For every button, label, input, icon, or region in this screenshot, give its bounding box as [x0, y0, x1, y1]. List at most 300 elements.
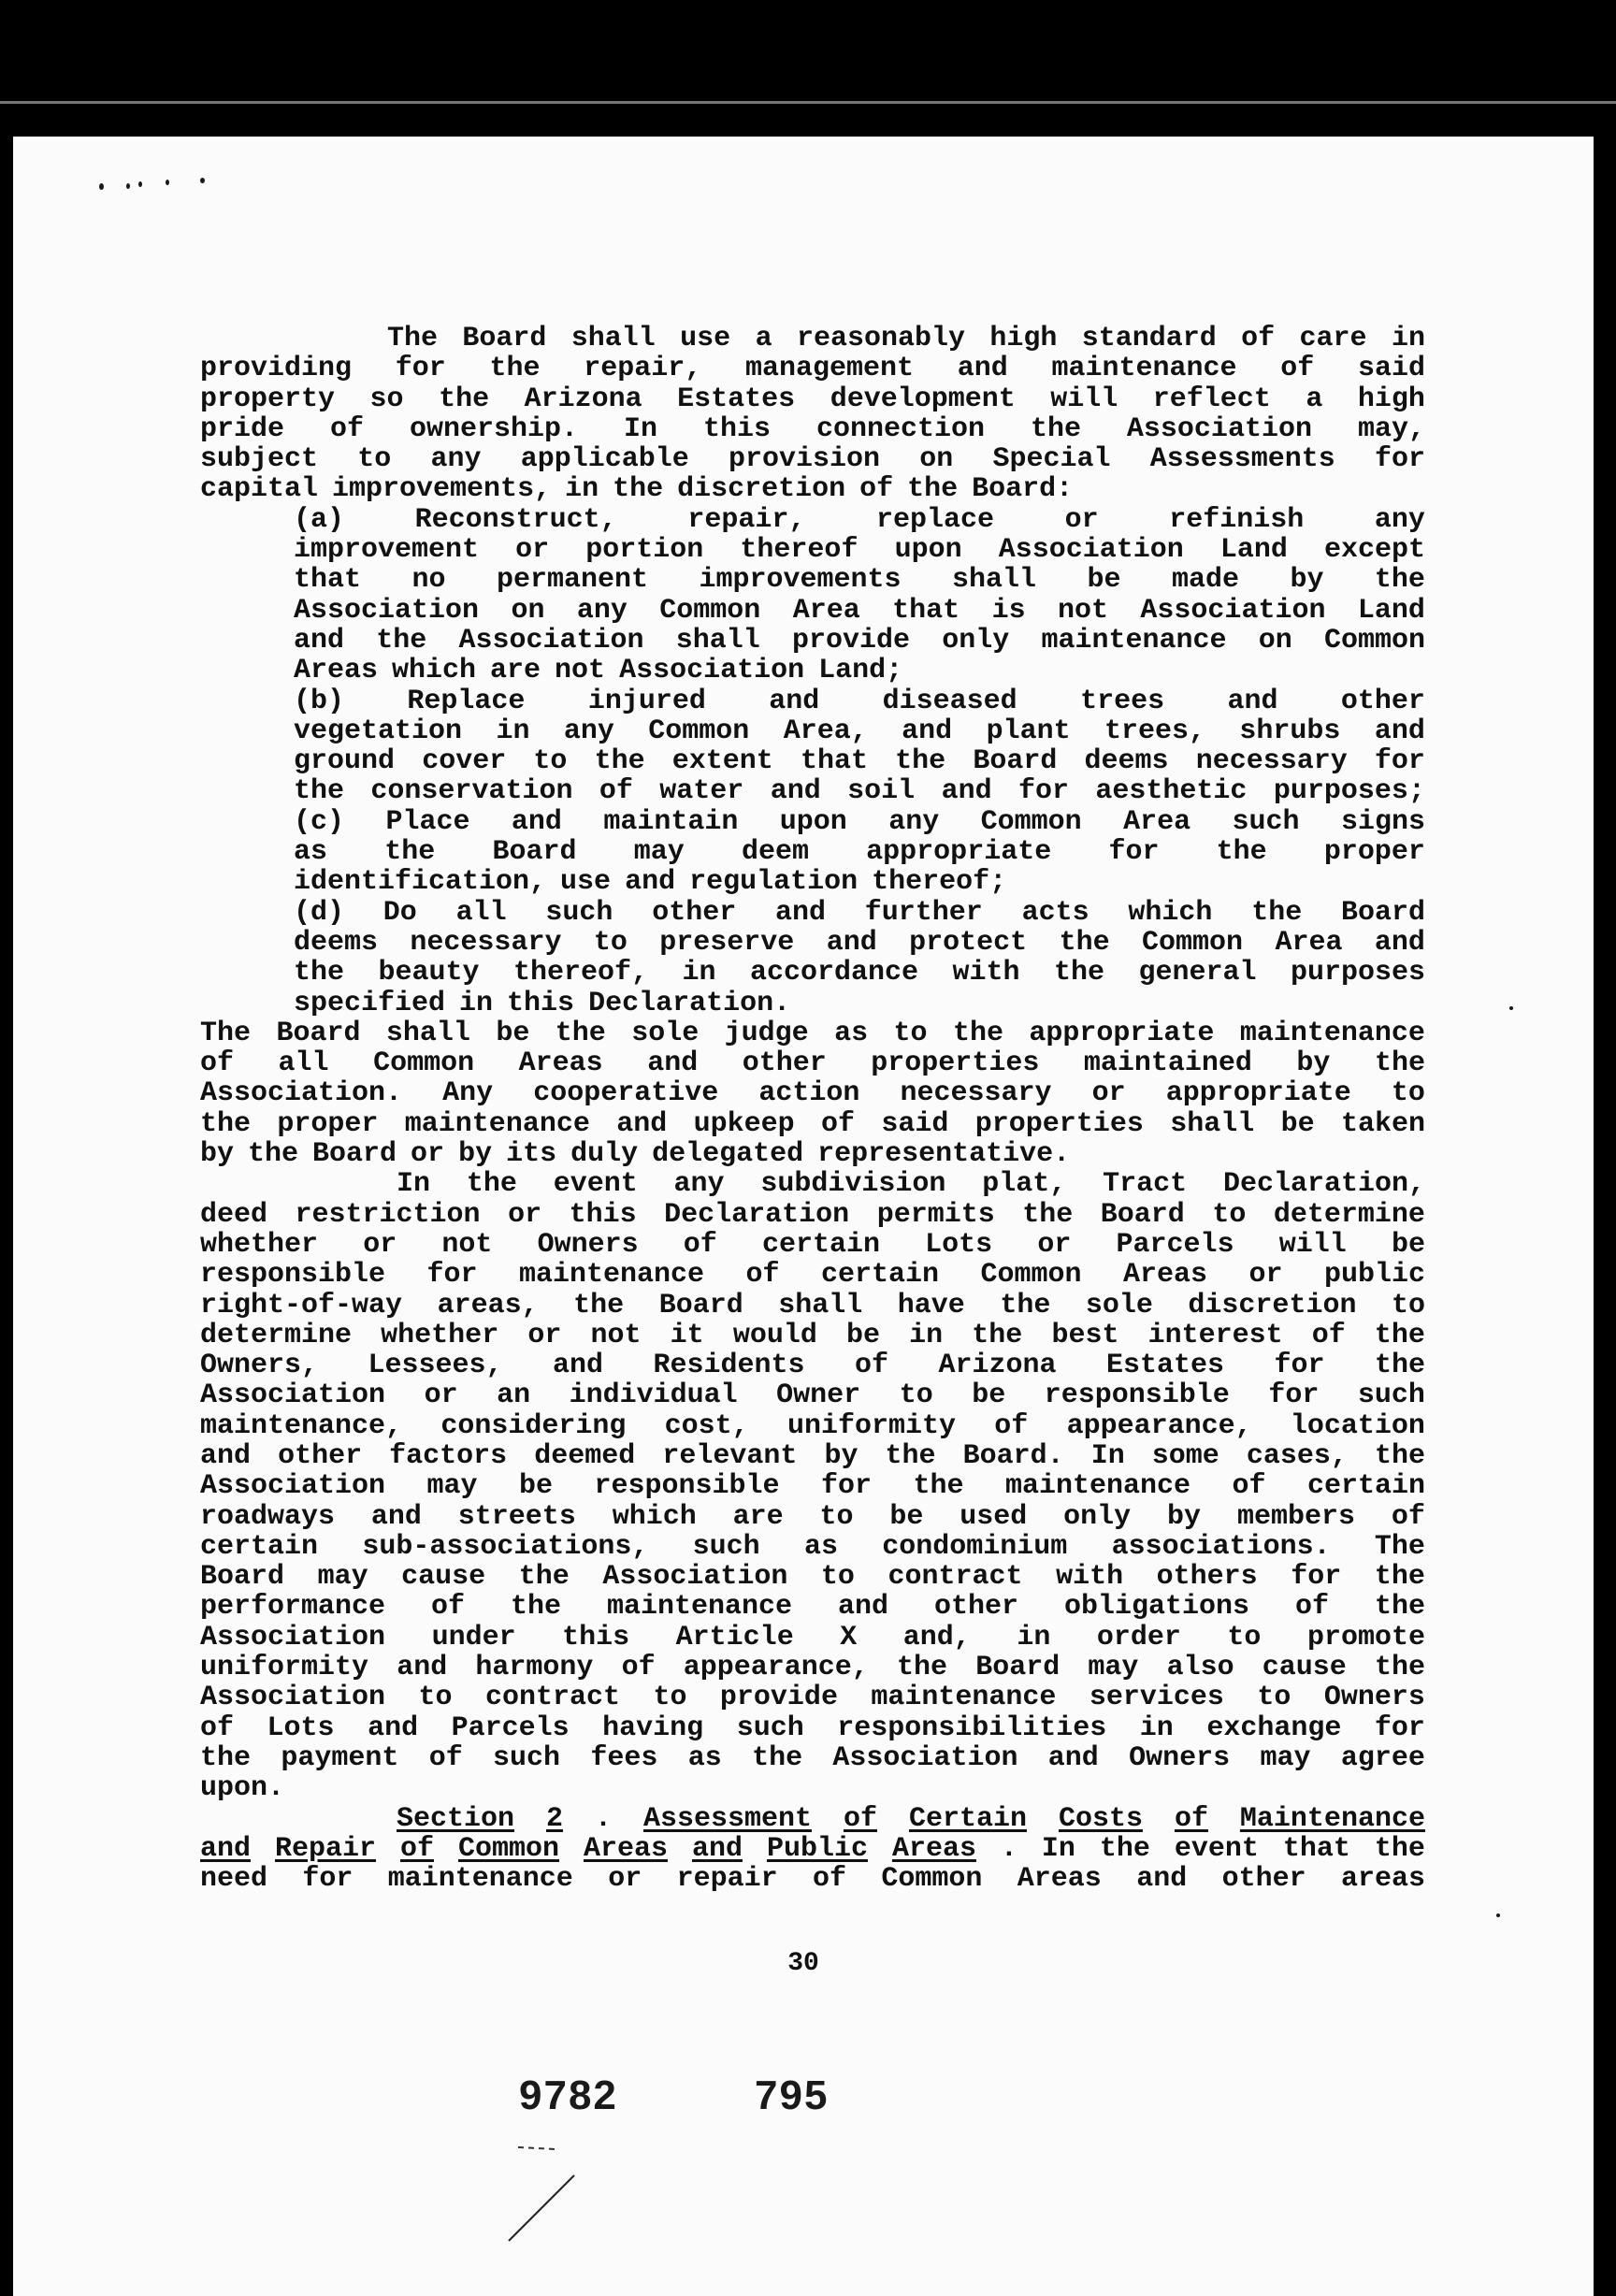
word: . — [594, 1802, 612, 1835]
word: proper — [1323, 836, 1425, 869]
word: shall — [675, 624, 760, 657]
word: and — [1136, 1863, 1188, 1896]
word: the — [489, 353, 541, 385]
word: permits — [876, 1198, 995, 1231]
word: purposes; — [1273, 775, 1425, 808]
word: responsible — [200, 1259, 386, 1292]
word: Association — [458, 624, 644, 657]
word: all — [278, 1047, 329, 1080]
word: purposes — [1290, 957, 1425, 989]
word: to — [653, 1682, 687, 1714]
word: for — [1291, 1561, 1342, 1594]
word: protect — [909, 926, 1028, 959]
text-line — [200, 1562, 1425, 1592]
word: trees, — [1104, 715, 1206, 747]
text-line — [200, 989, 1425, 1018]
word: Owners — [1323, 1682, 1425, 1714]
word: of — [1280, 353, 1315, 385]
word: necessary — [410, 926, 562, 959]
word: a — [755, 323, 772, 354]
word: Area, — [783, 715, 868, 747]
word: Arizona — [524, 383, 642, 415]
word: aesthetic — [1095, 775, 1248, 808]
word: maintenance, — [200, 1409, 403, 1442]
word: repair, — [584, 353, 702, 385]
text-line — [200, 746, 1425, 776]
word: Assessment — [642, 1802, 812, 1835]
word: the — [294, 957, 345, 989]
word: and — [1227, 685, 1278, 717]
word: for — [1108, 836, 1160, 869]
word: as — [834, 1017, 869, 1049]
word: best — [1051, 1319, 1119, 1351]
word: no — [411, 564, 446, 597]
word: of — [599, 775, 633, 808]
text-line — [200, 1864, 1425, 1894]
text-line — [200, 354, 1425, 383]
word: taken — [1340, 1107, 1425, 1140]
word: or — [527, 1319, 562, 1351]
word: to — [593, 926, 628, 959]
word: that — [892, 594, 960, 627]
word: said — [881, 1107, 949, 1140]
word: the — [573, 1289, 625, 1321]
text-line — [200, 1169, 1425, 1199]
word: thereof, — [512, 957, 649, 989]
word: high — [989, 323, 1058, 354]
word: Land — [1219, 534, 1288, 567]
word: other — [742, 1047, 827, 1080]
word: plat, — [982, 1168, 1067, 1201]
word: for — [821, 1470, 873, 1503]
word: is — [991, 594, 1026, 627]
word: cost, — [664, 1409, 749, 1442]
word: appropriate — [1029, 1017, 1215, 1049]
word: and — [294, 624, 345, 657]
word: this — [562, 1621, 630, 1653]
word: deed — [200, 1198, 268, 1231]
word: certain — [1306, 1470, 1425, 1503]
word: permanent — [496, 564, 648, 597]
word: appropriate — [1165, 1077, 1351, 1110]
word: may — [426, 1470, 478, 1503]
word: the — [466, 1168, 517, 1201]
word: of — [1232, 1470, 1266, 1503]
word: also — [1166, 1652, 1234, 1684]
word: not — [441, 1228, 493, 1261]
word: and — [691, 1832, 743, 1865]
word: Common — [373, 1047, 475, 1080]
word: the — [897, 1652, 948, 1684]
word: event — [553, 1168, 638, 1201]
word: to — [1227, 1621, 1262, 1653]
word: and — [647, 1047, 699, 1080]
word: the — [1374, 1832, 1425, 1865]
word: appropriate — [866, 836, 1052, 869]
word: other — [1340, 685, 1425, 717]
word: provision — [728, 443, 880, 476]
scan-speck — [126, 183, 130, 189]
word: appearance, — [683, 1652, 869, 1684]
word: or — [363, 1228, 397, 1261]
word: of — [843, 1802, 877, 1835]
word: and — [1047, 1741, 1099, 1774]
word: fees — [590, 1741, 658, 1774]
word: Common — [881, 1863, 983, 1896]
word: Areas — [1123, 1259, 1208, 1292]
word: the — [200, 1107, 252, 1140]
word: use — [680, 323, 731, 354]
word: other — [278, 1439, 363, 1472]
text-line — [200, 1743, 1425, 1773]
word: as — [687, 1741, 722, 1774]
text-line — [200, 1350, 1425, 1380]
word: are — [490, 655, 541, 687]
word: cover — [422, 745, 507, 778]
word: Association — [1126, 412, 1312, 445]
word: Owner — [776, 1379, 861, 1412]
word: the — [294, 775, 345, 808]
word: the — [439, 383, 490, 415]
word: the — [885, 1439, 936, 1472]
word: and — [902, 715, 953, 747]
word: accordance — [749, 957, 918, 989]
word: the — [376, 624, 427, 657]
word: payment — [281, 1741, 399, 1774]
word: to — [819, 1500, 854, 1533]
word: Association — [602, 1561, 788, 1594]
word: relevant — [662, 1439, 798, 1472]
word: or — [1037, 1228, 1072, 1261]
word: Common — [659, 594, 761, 627]
word: properties — [871, 1047, 1040, 1080]
word: replace — [875, 503, 994, 536]
word: Association — [200, 1682, 386, 1714]
word: interest — [1147, 1319, 1283, 1351]
word: preserve — [659, 926, 795, 959]
word: provide — [719, 1682, 838, 1714]
word: location — [1290, 1409, 1425, 1442]
word: improvement — [294, 534, 480, 567]
word: Areas — [1017, 1863, 1102, 1896]
word: Article — [675, 1621, 794, 1653]
word: In — [397, 1168, 431, 1201]
word: use — [560, 866, 612, 899]
text-line — [200, 837, 1425, 867]
text-line — [200, 565, 1425, 595]
word: Tract — [1103, 1168, 1188, 1201]
word: be — [1087, 564, 1121, 597]
text-line — [200, 1230, 1425, 1260]
word: such — [1232, 805, 1300, 838]
word: and — [774, 896, 826, 929]
word: Declaration. — [588, 987, 791, 1019]
word: maintenance — [1041, 624, 1227, 657]
word: of — [399, 1832, 434, 1865]
word: and — [625, 866, 676, 899]
word: determine — [200, 1319, 353, 1351]
word: care — [1299, 323, 1367, 354]
word: to — [893, 1017, 928, 1049]
word: duly — [570, 1138, 639, 1171]
word: Association — [1140, 594, 1326, 627]
word: performance — [200, 1591, 386, 1624]
word: said — [1357, 353, 1425, 385]
word: with — [1056, 1561, 1124, 1594]
word: Owners — [1129, 1741, 1231, 1774]
pen-stroke-mark — [499, 2138, 612, 2250]
word: that — [294, 564, 362, 597]
word: be — [972, 1379, 1006, 1412]
word: Costs — [1058, 1802, 1143, 1835]
word: management — [744, 353, 914, 385]
recording-stamp-book: 9782 — [519, 2072, 618, 2118]
word: on — [919, 443, 954, 476]
word: Lots — [267, 1711, 335, 1744]
word: the — [1374, 564, 1425, 597]
word: sub-associations, — [362, 1530, 649, 1563]
word: by — [1290, 564, 1324, 597]
scan-speck — [166, 180, 169, 185]
word: of — [683, 1228, 717, 1261]
word: the — [594, 745, 645, 778]
word: and — [553, 1350, 604, 1382]
word: diseased — [882, 685, 1017, 717]
text-line — [200, 1441, 1425, 1471]
word: upkeep — [693, 1107, 795, 1140]
word: are — [732, 1500, 784, 1533]
word: Board — [312, 1138, 397, 1171]
text-line — [200, 1804, 1425, 1834]
word: not — [1058, 594, 1109, 627]
word: reflect — [1152, 383, 1271, 415]
word: Common — [1323, 624, 1425, 657]
word: of — [200, 1047, 235, 1080]
text-line — [200, 1411, 1425, 1441]
word: by — [1296, 1047, 1331, 1080]
word: Repair — [274, 1832, 377, 1865]
word: may — [317, 1561, 368, 1594]
word: Common — [1142, 926, 1244, 959]
word: for — [395, 353, 446, 385]
word: the — [1022, 1198, 1074, 1231]
word: shall — [385, 1017, 470, 1049]
scan-speck — [138, 181, 142, 187]
word: standard — [1081, 323, 1217, 354]
word: the — [248, 1138, 299, 1171]
word: maintenance — [387, 1863, 573, 1896]
word: by — [200, 1138, 235, 1171]
word: upon — [779, 805, 847, 838]
word: further — [864, 896, 983, 929]
word: X — [840, 1621, 858, 1653]
word: Areas — [294, 655, 379, 687]
text-line — [200, 716, 1425, 746]
word: certain — [821, 1259, 940, 1292]
word: of — [821, 1107, 856, 1140]
scan-speck — [200, 178, 205, 183]
word: it — [670, 1319, 704, 1351]
word: to — [1391, 1289, 1425, 1321]
word: Board — [200, 1561, 285, 1594]
word: shall — [778, 1289, 863, 1321]
word: and, — [902, 1621, 971, 1653]
word: Association — [200, 1379, 386, 1412]
text-line — [200, 1200, 1425, 1230]
text-line — [200, 958, 1425, 988]
word: deem — [741, 836, 809, 869]
word: for — [426, 1259, 478, 1292]
word: Board — [1340, 896, 1425, 929]
word: Do — [382, 896, 417, 929]
word: connection — [815, 412, 985, 445]
word: maintenance — [1004, 1470, 1191, 1503]
word: repair, — [687, 503, 806, 536]
word: exchange — [1206, 1711, 1342, 1744]
word: only — [942, 624, 1010, 657]
word: this — [507, 987, 575, 1019]
word: for — [1374, 1711, 1425, 1744]
word: of — [745, 1259, 780, 1292]
word: Board. — [962, 1439, 1064, 1472]
word: of — [1241, 323, 1276, 354]
word: Declaration — [664, 1198, 850, 1231]
word: upon. — [200, 1772, 285, 1805]
word: improvements, — [332, 473, 552, 506]
text-line — [200, 1048, 1425, 1078]
word: signs — [1340, 805, 1425, 838]
word: of — [1294, 1591, 1329, 1624]
word: identification, — [294, 866, 547, 899]
word: Board: — [972, 473, 1074, 506]
word: the — [555, 1017, 606, 1049]
word: roadways — [200, 1500, 336, 1533]
word: conservation — [370, 775, 573, 808]
word: agree — [1340, 1741, 1425, 1774]
word: the — [613, 473, 664, 506]
word: Place — [385, 805, 470, 838]
word: be — [1280, 1107, 1315, 1140]
word: all — [455, 896, 507, 929]
word: will — [1050, 383, 1118, 415]
word: of — [200, 1711, 235, 1744]
word: repair — [676, 1863, 778, 1896]
text-line — [200, 686, 1425, 716]
word: sole — [1085, 1289, 1153, 1321]
word: to — [357, 443, 392, 476]
word: maintenance — [606, 1591, 793, 1624]
word: of — [1311, 1319, 1346, 1351]
word: Declaration, — [1222, 1168, 1425, 1201]
word: in — [459, 987, 494, 1019]
word: In — [1041, 1832, 1075, 1865]
word: under — [431, 1621, 516, 1653]
word: in — [1139, 1711, 1174, 1744]
word: provide — [791, 624, 910, 657]
word: individual — [569, 1379, 738, 1412]
text-line — [200, 444, 1425, 474]
text-line — [200, 596, 1425, 626]
word: may, — [1357, 412, 1425, 445]
word: discretion — [677, 473, 846, 506]
text-line — [200, 1291, 1425, 1321]
word: Association — [200, 1621, 386, 1653]
word: right-of-way — [200, 1289, 403, 1321]
word: beauty — [378, 957, 480, 989]
word: discretion — [1188, 1289, 1357, 1321]
word: development — [830, 383, 1016, 415]
word: any — [673, 1168, 725, 1201]
word: and — [941, 775, 992, 808]
word: or — [515, 534, 550, 567]
word: In — [1090, 1439, 1125, 1472]
word: having — [602, 1711, 704, 1744]
word: Association — [832, 1741, 1018, 1774]
word: order — [1096, 1621, 1181, 1653]
scan-speck — [99, 183, 104, 190]
word: used — [960, 1500, 1028, 1533]
word: action — [758, 1077, 860, 1110]
word: of — [994, 1409, 1029, 1442]
word: contract — [484, 1682, 620, 1714]
word: the — [913, 1470, 964, 1503]
word: capital — [200, 473, 319, 506]
word: services — [1089, 1682, 1224, 1714]
word: Land; — [818, 655, 903, 687]
word: event — [1174, 1832, 1259, 1865]
text-line — [200, 1834, 1425, 1864]
word: may — [1260, 1741, 1311, 1774]
word: of — [431, 1591, 466, 1624]
word: harmony — [475, 1652, 594, 1684]
word: the — [1216, 836, 1267, 869]
word: any — [576, 594, 628, 627]
word: in — [565, 473, 599, 506]
word: and — [368, 1711, 419, 1744]
word: or — [1091, 1077, 1126, 1110]
word: responsibilities — [837, 1711, 1107, 1744]
document-body — [200, 324, 1425, 1894]
word: maintenance — [871, 1682, 1057, 1714]
text-line — [200, 626, 1425, 656]
word: be — [1391, 1228, 1425, 1261]
word: that — [1282, 1832, 1350, 1865]
text-line — [200, 1471, 1425, 1501]
word: (c) — [294, 805, 345, 838]
word: other — [1221, 1863, 1306, 1896]
word: a — [1306, 383, 1323, 415]
word: (b) — [294, 685, 345, 717]
word: upon — [894, 534, 962, 567]
word: Lessees, — [368, 1350, 503, 1382]
word: shall — [570, 323, 656, 354]
word: the — [1251, 896, 1303, 929]
word: injured — [587, 685, 706, 717]
word: maintenance — [404, 1107, 590, 1140]
word: and — [200, 1832, 252, 1865]
text-line — [200, 1713, 1425, 1743]
word: pride — [200, 412, 285, 445]
word: for — [1274, 1350, 1325, 1382]
word: this — [702, 412, 771, 445]
word: an — [497, 1379, 531, 1412]
word: acts — [1021, 896, 1089, 929]
word: Owners — [537, 1228, 639, 1261]
scan-edge-rule — [0, 101, 1616, 104]
word: to — [533, 745, 568, 778]
document-page — [13, 137, 1594, 2296]
word: the — [384, 836, 436, 869]
